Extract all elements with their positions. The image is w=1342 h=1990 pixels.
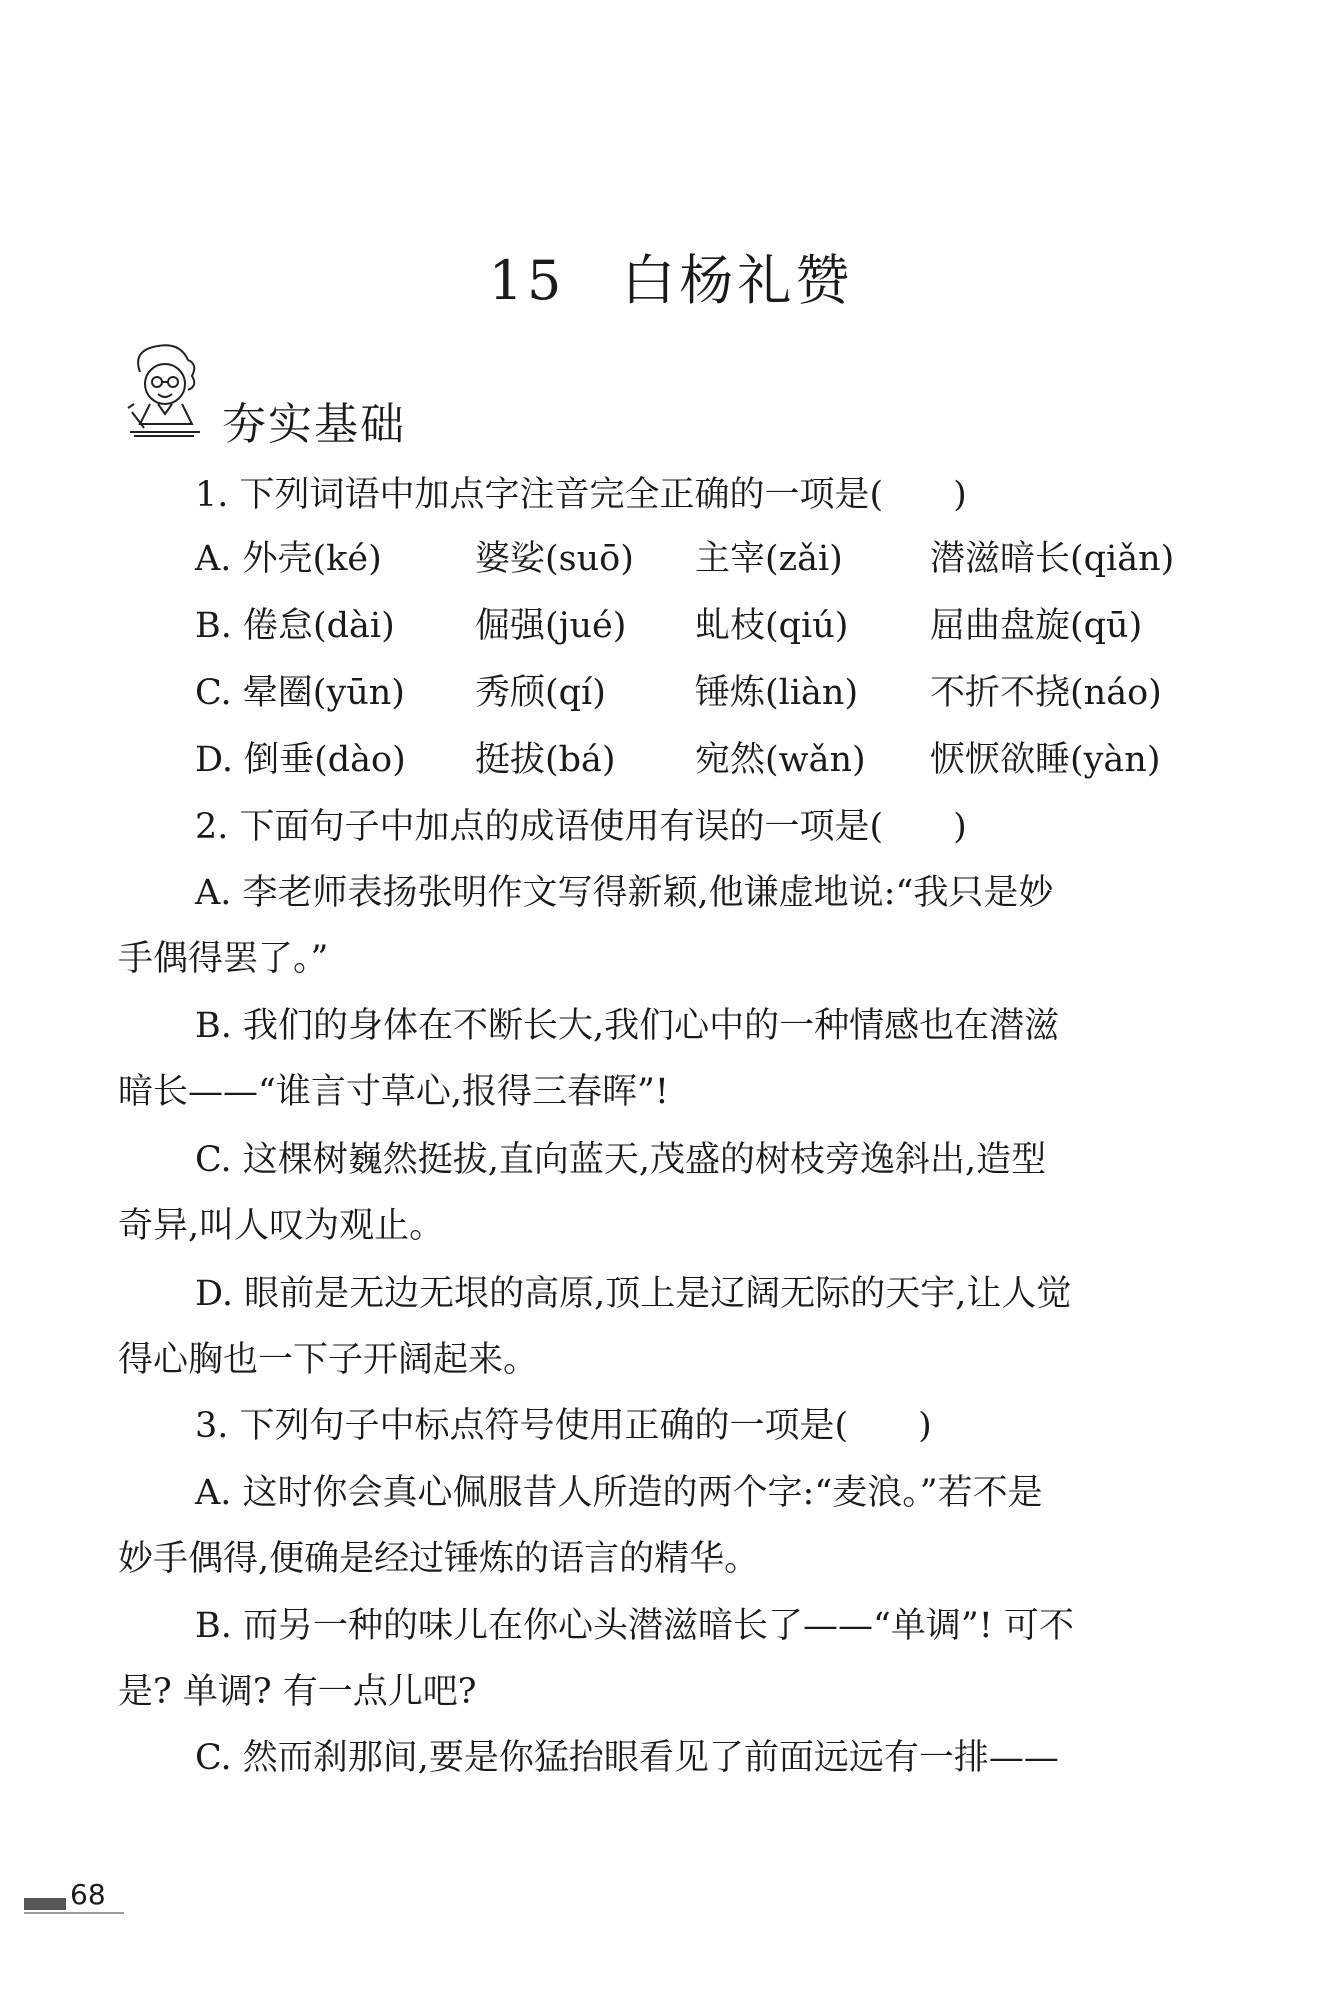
q3-option-b-line2: 是? 单调? 有一点儿吧?: [118, 1672, 477, 1712]
q3-option-c-line1: C. 然而刹那间,要是你猛抬眼看见了前面远远有一排——: [195, 1738, 1059, 1778]
q2-option-b-line1: B. 我们的身体在不断长大,我们心中的一种情感也在潜滋: [195, 1006, 1060, 1046]
q1-c-2: 秀颀(qí): [475, 673, 606, 713]
lesson-name: 白杨礼赞: [621, 249, 854, 312]
q1-b-2: 倔强(jué): [475, 606, 627, 646]
q1-b-4: 屈曲盘旋(qū): [930, 606, 1143, 646]
q2-option-c-line2: 奇异,叫人叹为观止。: [118, 1206, 445, 1246]
q1-d-1: D. 倒垂(dào): [195, 740, 406, 780]
section-title: 夯实基础: [222, 399, 406, 450]
q1-d-4: 恹恹欲睡(yàn): [930, 740, 1161, 780]
page-number-bar: [24, 1898, 66, 1910]
q3-option-b-line1: B. 而另一种的味儿在你心头潜滋暗长了——“单调”! 可不: [195, 1606, 1074, 1646]
q1-a-1: A. 外壳(ké): [195, 539, 382, 579]
q2-stem: 2. 下面句子中加点的成语使用有误的一项是( ): [195, 807, 967, 847]
q3-option-a-line2: 妙手偶得,便确是经过锤炼的语言的精华。: [118, 1539, 760, 1579]
q2-option-a-line1: A. 李老师表扬张明作文写得新颖,他谦虚地说:“我只是妙: [195, 873, 1054, 913]
q1-a-2: 婆娑(suō): [475, 539, 634, 579]
q1-c-4: 不折不挠(náo): [930, 673, 1162, 713]
lesson-number: 15: [488, 249, 566, 312]
q1-a-3: 主宰(zǎi): [695, 539, 843, 579]
q2-option-c-line1: C. 这棵树巍然挺拔,直向蓝天,茂盛的树枝旁逸斜出,造型: [195, 1140, 1047, 1180]
q1-c-3: 锤炼(liàn): [695, 673, 859, 713]
q2-option-d-line1: D. 眼前是无边无垠的高原,顶上是辽阔无际的天宇,让人觉: [195, 1274, 1072, 1314]
lesson-title: [0, 238, 1342, 315]
q1-b-1: B. 倦怠(dài): [195, 606, 395, 646]
q1-b-3: 虬枝(qiú): [695, 606, 849, 646]
q1-d-3: 宛然(wǎn): [695, 740, 866, 780]
q3-stem: 3. 下列句子中标点符号使用正确的一项是( ): [195, 1406, 932, 1446]
page-number: 68: [70, 1878, 106, 1911]
student-writing-mascot-icon: [110, 342, 220, 442]
page-number-rule: [24, 1912, 124, 1914]
q1-stem: 1. 下列词语中加点字注音完全正确的一项是( ): [195, 475, 967, 515]
q2-option-b-line2: 暗长——“谁言寸草心,报得三春晖”!: [118, 1072, 669, 1112]
q1-d-2: 挺拔(bá): [475, 740, 616, 780]
q2-option-d-line2: 得心胸也一下子开阔起来。: [118, 1340, 539, 1380]
q1-a-4: 潜滋暗长(qiǎn): [930, 539, 1175, 579]
q3-option-a-line1: A. 这时你会真心佩服昔人所造的两个字:“麦浪。”若不是: [195, 1473, 1043, 1513]
q2-option-a-line2: 手偶得罢了。”: [118, 939, 329, 979]
q1-c-1: C. 晕圈(yūn): [195, 673, 405, 713]
